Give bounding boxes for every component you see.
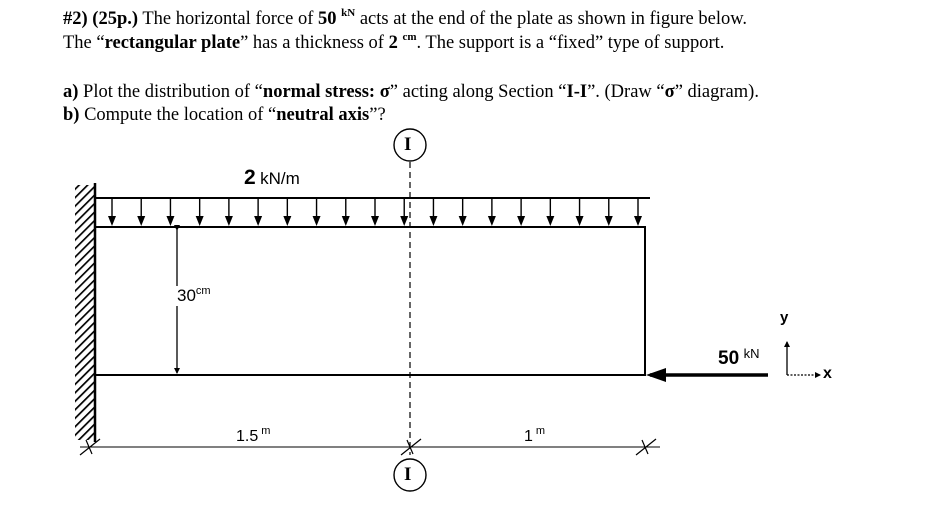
axis-x-label: x: [823, 365, 832, 382]
thickness-unit: cm: [402, 31, 417, 43]
load-arrow-head: [225, 216, 233, 226]
thickness-value: 2: [388, 33, 398, 53]
dim2-value: 1: [524, 428, 533, 445]
sigma-term: σ: [664, 82, 675, 102]
load-arrow-head: [400, 216, 408, 226]
force-label-value: 50: [718, 348, 740, 369]
text-segment: Compute the location of “: [79, 105, 277, 125]
section-label-top: I: [404, 134, 412, 155]
load-arrow-head: [313, 216, 321, 226]
height-label: [175, 286, 213, 306]
section-label-bottom: I: [404, 464, 412, 485]
force-unit: kN: [341, 7, 356, 19]
load-arrow-head: [634, 216, 642, 226]
force-label-unit: kN: [743, 346, 760, 361]
height-unit: cm: [195, 285, 211, 297]
dim1-value: 1.5: [236, 428, 259, 445]
load-arrow-head: [108, 216, 116, 226]
load-arrow-head: [605, 216, 613, 226]
load-arrow-head: [488, 216, 496, 226]
part-a-label: a): [63, 82, 79, 102]
text-segment: ”?: [369, 105, 386, 125]
distributed-load-arrows: [108, 199, 642, 226]
load-arrow-head: [137, 216, 145, 226]
plate-type: rectangular plate: [104, 33, 241, 53]
load-arrow-head: [546, 216, 554, 226]
load-value: 2: [244, 166, 256, 189]
load-arrow-head: [342, 216, 350, 226]
force-value: 50: [318, 9, 337, 29]
text-segment: ”. (Draw “: [587, 82, 665, 102]
dim1-unit: m: [261, 425, 271, 437]
text-segment: acts at the end of the plate as shown in figure below.: [355, 9, 747, 29]
force-arrowhead: [646, 368, 666, 382]
load-label: [244, 166, 300, 190]
text-segment: . The support is a “fixed” type of support.: [416, 33, 725, 53]
load-arrow-head: [429, 216, 437, 226]
load-arrow-head: [371, 216, 379, 226]
load-arrow-head: [459, 216, 467, 226]
part-b-label: b): [63, 105, 80, 125]
load-arrow-head: [283, 216, 291, 226]
load-arrow-head: [576, 216, 584, 226]
neutral-axis-term: neutral axis: [276, 105, 370, 125]
load-arrow-head: [517, 216, 525, 226]
text-segment: ” has a thickness of: [240, 33, 389, 53]
load-arrow-head: [166, 216, 174, 226]
text-segment: The “: [63, 33, 105, 53]
text-segment: The horizontal force of: [138, 9, 318, 29]
dim1-label: [236, 425, 271, 446]
problem-number: #2) (25p.): [63, 9, 139, 29]
normal-stress-term: normal stress: σ: [262, 82, 390, 102]
text-segment: Plot the distribution of “: [78, 82, 263, 102]
height-value: 30: [177, 286, 196, 305]
load-unit: kN/m: [260, 169, 300, 188]
force-label: [718, 348, 759, 370]
load-arrow-head: [196, 216, 204, 226]
text-segment: ” diagram).: [674, 82, 759, 102]
load-arrow-head: [254, 216, 262, 226]
section-term: I-I: [566, 82, 588, 102]
dim2-label: [524, 425, 546, 446]
text-segment: ” acting along Section “: [389, 82, 567, 102]
fixed-support-hatch: [75, 185, 95, 440]
axis-y-label: y: [780, 309, 789, 326]
dim2-unit: m: [535, 425, 546, 437]
